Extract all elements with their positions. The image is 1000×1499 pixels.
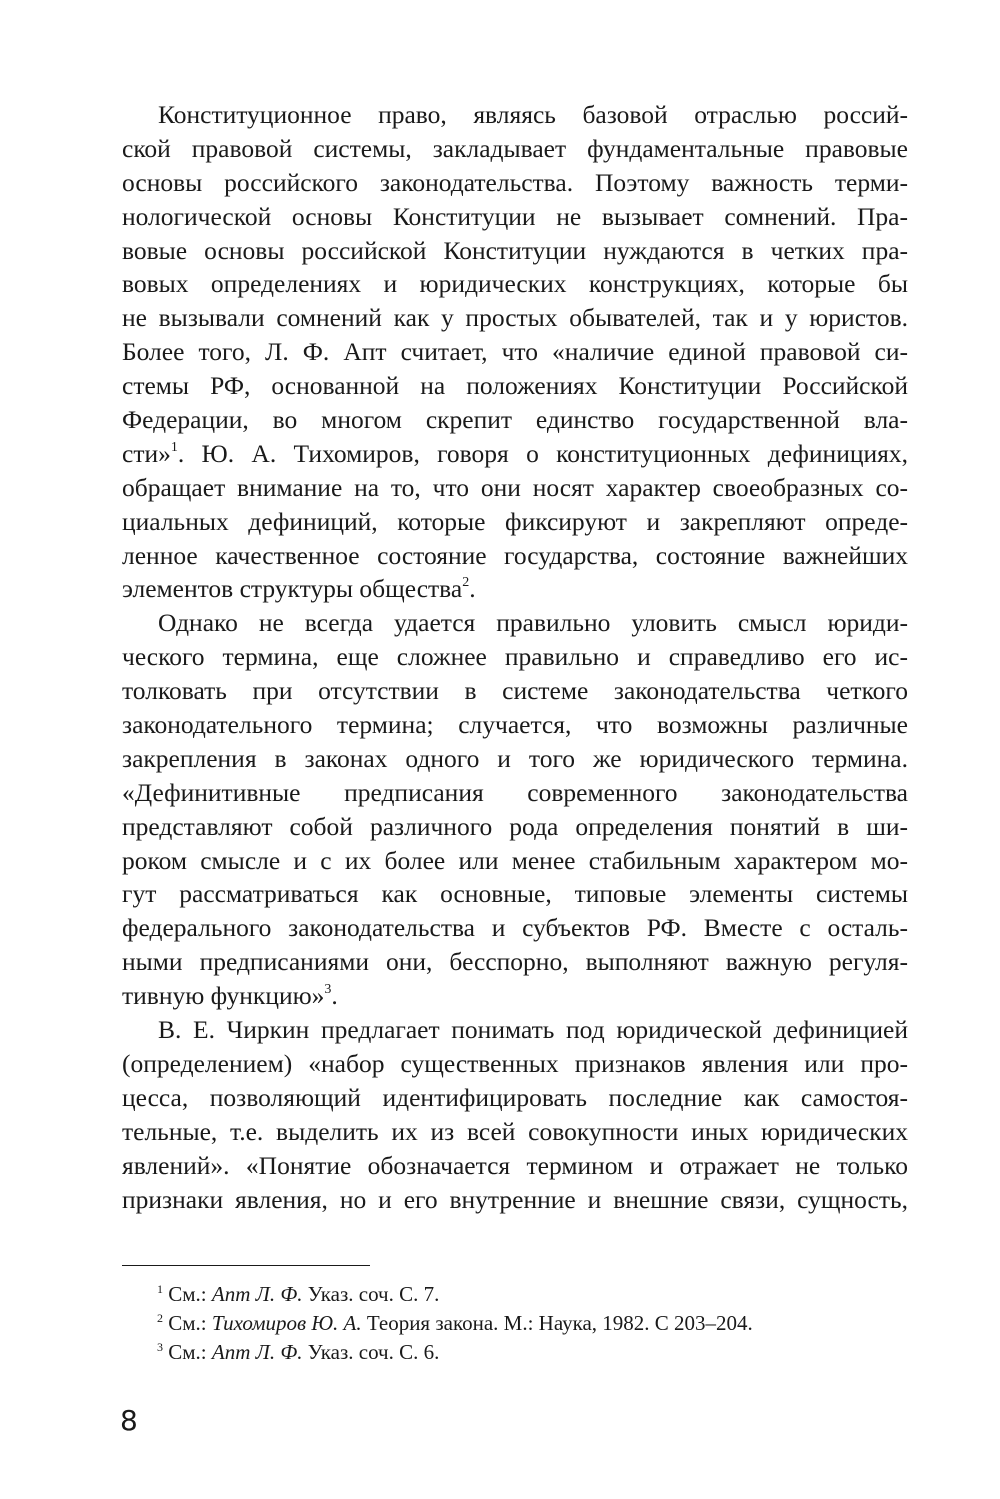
page-number: 8 <box>120 1404 138 1437</box>
text-line: (определением) «набор существенных признаков явления или про- <box>122 1048 908 1078</box>
footnote-number: 1 <box>157 1282 163 1296</box>
footnote-ref[interactable]: 2 <box>462 575 470 591</box>
text-line: гут рассматриваться как основные, типовые элементы системы <box>122 879 908 909</box>
text-line: явлений». «Понятие обозначается термином и отражает не только <box>122 1150 908 1180</box>
footnote-source: Теория закона. М.: Наука, 1982. С 203–204. <box>361 1311 753 1335</box>
text-line: вовых определениях и юридических конструкциях, которые бы <box>122 269 908 299</box>
footnote-prefix: См.: <box>168 1311 212 1335</box>
text-line: цесса, позволяющий идентифицировать последние как самостоя- <box>122 1082 908 1112</box>
text-segment: сти» <box>122 438 171 468</box>
footnote-item <box>157 1280 917 1309</box>
footnote-ref[interactable]: 3 <box>324 982 332 998</box>
footnote-item <box>157 1338 917 1367</box>
footnote-author: Тихомиров Ю. А. <box>211 1311 362 1335</box>
footnote-author: Апт Л. Ф. <box>211 1282 303 1306</box>
text-line <box>122 979 908 1013</box>
text-line: ными предписаниями они, бесспорно, выполняют важную регуля- <box>122 947 908 977</box>
footnote-number: 3 <box>157 1340 163 1354</box>
text-line: Федерации, во многом скрепит единство государственной вла- <box>122 405 908 435</box>
paragraph-2 <box>122 606 908 1013</box>
text-line: ческого термина, еще сложнее правильно и справедливо его ис- <box>122 642 908 672</box>
text-line: нологической основы Конституции не вызывает сомнений. Пра- <box>122 201 908 231</box>
main-text <box>122 98 908 1216</box>
text-line: Конституционное право, являясь базовой отраслью россий- <box>158 100 908 129</box>
text-line: роком смысле и с их более или менее стабильным характером мо- <box>122 845 908 875</box>
paragraph-1 <box>122 98 908 606</box>
footnote-number: 2 <box>157 1311 163 1325</box>
text-line: федерального законодательства и субъектов РФ. Вместе с осталь- <box>122 913 908 943</box>
text-line: Однако не всегда удается правильно уловить смысл юриди- <box>158 608 908 638</box>
text-line: ленное качественное состояние государства, состояние важнейших <box>122 540 908 570</box>
text-line <box>122 572 908 606</box>
footnote-ref[interactable]: 1 <box>170 439 178 455</box>
text-line: стемы РФ, основанной на положениях Конституции Российской <box>122 371 908 401</box>
text-line: закрепления в законах одного и того же юридического термина. <box>122 743 908 773</box>
text-segment: . <box>469 574 476 604</box>
text-line: В. Е. Чиркин предлагает понимать под юридической дефиницией <box>158 1015 908 1045</box>
text-line <box>122 437 908 471</box>
footnote-author: Апт Л. Ф. <box>211 1340 303 1364</box>
text-line: Более того, Л. Ф. Апт считает, что «наличие единой правовой си- <box>122 337 908 367</box>
footnote-prefix: См.: <box>168 1340 212 1364</box>
text-line: «Дефинитивные предписания современного законодательства <box>122 777 908 807</box>
text-line: не вызывали сомнений как у простых обывателей, так и у юристов. <box>122 303 908 333</box>
footnotes <box>157 1280 917 1367</box>
text-line: вовые основы российской Конституции нуждаются в четких пра- <box>122 235 908 265</box>
text-segment: . <box>331 981 338 1011</box>
text-line: законодательного термина; случается, что возможны различные <box>122 710 908 740</box>
text-segment: элементов структуры общества <box>122 574 463 604</box>
footnote-prefix: См.: <box>168 1282 212 1306</box>
text-segment: . Ю. А. Тихомиров, говоря о конституционных дефинициях, <box>177 438 908 468</box>
footnote-separator <box>122 1265 370 1266</box>
text-line: представляют собой различного рода определения понятий в ши- <box>122 811 908 841</box>
text-line: тельные, т.е. выделить их из всей совокупности иных юридических <box>122 1116 908 1146</box>
text-line: толковать при отсутствии в системе законодательства четкого <box>122 676 908 706</box>
text-line: ской правовой системы, закладывает фундаментальные правовые <box>122 133 908 163</box>
footnote-source: Указ. соч. С. 7. <box>302 1282 440 1306</box>
text-line: основы российского законодательства. Поэтому важность терми- <box>122 167 908 197</box>
footnote-source: Указ. соч. С. 6. <box>302 1340 440 1364</box>
text-line: циальных дефиниций, которые фиксируют и закрепляют опреде- <box>122 506 908 536</box>
footnote-item <box>157 1309 917 1338</box>
text-segment: тивную функцию» <box>122 981 325 1011</box>
text-line: признаки явления, но и его внутренние и внешние связи, сущность, <box>122 1184 908 1214</box>
text-line: обращает внимание на то, что они носят характер своеобразных со- <box>122 472 908 502</box>
paragraph-3 <box>122 1013 908 1216</box>
